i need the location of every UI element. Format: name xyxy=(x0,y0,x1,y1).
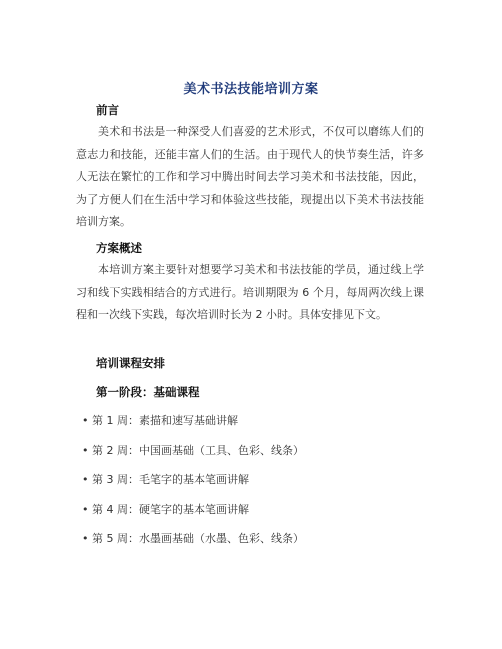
bullet-icon: • xyxy=(82,502,89,516)
list-item xyxy=(82,530,304,560)
overview-paragraph: 本培训方案主要针对想要学习美术和书法技能的学员，通过线上学习和线下实践相结合的方式进行。培训期限为 6 个月，每周两次线上课程和一次线下实践，每次培训时长为 2 小时。具体安排见下文。 xyxy=(76,263,424,321)
list-item xyxy=(82,412,304,442)
preface-paragraph: 美术和书法是一种深受人们喜爱的艺术形式，不仅可以磨练人们的意志力和技能，还能丰富人们的生活。由于现代人的快节奏生活，许多人无法在繁忙的工作和学习中腾出时间去学习美术和书法技能，因此，为了方便人们在生活中学习和体验这些技能，现提出以下美术书法技能培训方案。 xyxy=(76,125,424,228)
list-item-text: 第 2 周：中国画基础（工具、色彩、线条） xyxy=(92,443,304,457)
section-heading-preface: 前言 xyxy=(96,103,119,117)
list-item xyxy=(82,471,304,501)
bullet-icon: • xyxy=(82,443,89,457)
list-item-text: 第 1 周：素描和速写基础讲解 xyxy=(92,414,238,427)
document-title: 美术书法技能培训方案 xyxy=(183,82,319,97)
list-item xyxy=(82,442,304,472)
schedule-list xyxy=(82,412,304,560)
section-heading-schedule: 培训课程安排 xyxy=(96,356,165,370)
bullet-icon: • xyxy=(82,473,89,486)
phase1-heading: 第一阶段：基础课程 xyxy=(96,385,200,399)
list-item-text: 第 5 周：水墨画基础（水墨、色彩、线条） xyxy=(92,532,304,545)
section-heading-overview: 方案概述 xyxy=(96,241,142,255)
list-item xyxy=(82,501,304,531)
list-item-text: 第 4 周：硬笔字的基本笔画讲解 xyxy=(92,502,249,516)
list-item-text: 第 3 周：毛笔字的基本笔画讲解 xyxy=(92,473,249,486)
bullet-icon: • xyxy=(82,414,89,427)
bullet-icon: • xyxy=(82,532,89,545)
